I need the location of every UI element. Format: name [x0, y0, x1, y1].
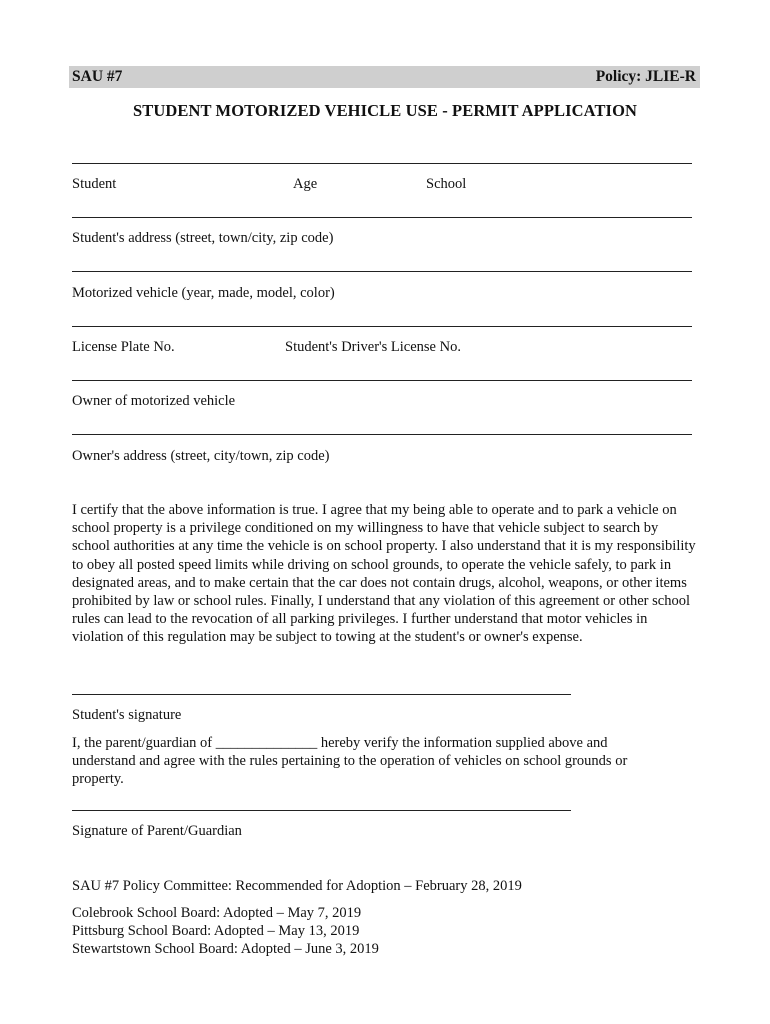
parent-signature-label: Signature of Parent/Guardian	[72, 823, 242, 839]
vehicle-label: Motorized vehicle (year, made, model, color)	[72, 285, 335, 301]
page-title: STUDENT MOTORIZED VEHICLE USE - PERMIT APPLICATION	[132, 101, 638, 120]
owner-field-line[interactable]	[72, 380, 692, 381]
student-address-field-line[interactable]	[72, 217, 692, 218]
plate-field-line[interactable]	[72, 326, 692, 327]
student-signature-line[interactable]	[72, 694, 571, 695]
student-field-line[interactable]	[72, 163, 692, 164]
owner-address-field-line[interactable]	[72, 434, 692, 435]
parent-signature-line[interactable]	[72, 810, 571, 811]
pittsburg-adoption: Pittsburg School Board: Adopted – May 13, 2019	[72, 923, 360, 939]
committee-adoption: SAU #7 Policy Committee: Recommended for Adoption – February 28, 2019	[72, 878, 522, 894]
school-label: School	[426, 176, 467, 192]
colebrook-adoption: Colebrook School Board: Adopted – May 7, 2019	[72, 905, 362, 921]
plate-label: License Plate No.	[72, 339, 175, 355]
drivers-license-label: Student's Driver's License No.	[285, 339, 461, 355]
age-label: Age	[293, 176, 318, 192]
policy-code: Policy: JLIE-R	[595, 68, 696, 85]
student-address-label: Student's address (street, town/city, zip code)	[72, 230, 334, 246]
district-label: SAU #7	[72, 68, 123, 85]
owner-address-label: Owner's address (street, city/town, zip code)	[72, 448, 330, 464]
owner-label: Owner of motorized vehicle	[72, 393, 236, 409]
certification-text: I certify that the above information is true. I agree that my being able to operate and to park a vehicle on school property is a privilege conditioned on my willingness to have that vehicle subject to search by school authorities at any time the vehicle is on school property. I also understand that it is my responsibility to obey all posted speed limits while driving on school grounds, to operate the vehicle safely, to park in designated areas, and to make certain that the car does not contain drugs, alcohol, weapons, or other items prohibited by law or school rules. Finally, I understand that any violation of this agreement or other school rules can lead to the revocation of all parking privileges. I further understand that motor vehicles in violation of this regulation may be subject to towing at the student's or owner's expense.	[72, 502, 696, 646]
vehicle-field-line[interactable]	[72, 271, 692, 272]
parent-statement: I, the parent/guardian of ______________ hereby verify the information supplied above and understand and agree with the rules pertaining to the operation of vehicles on school grounds or property.	[72, 735, 628, 788]
student-signature-label: Student's signature	[72, 707, 182, 723]
stewartstown-adoption: Stewartstown School Board: Adopted – June 3, 2019	[72, 941, 379, 957]
student-label: Student	[72, 176, 117, 192]
header-bar	[69, 66, 700, 88]
